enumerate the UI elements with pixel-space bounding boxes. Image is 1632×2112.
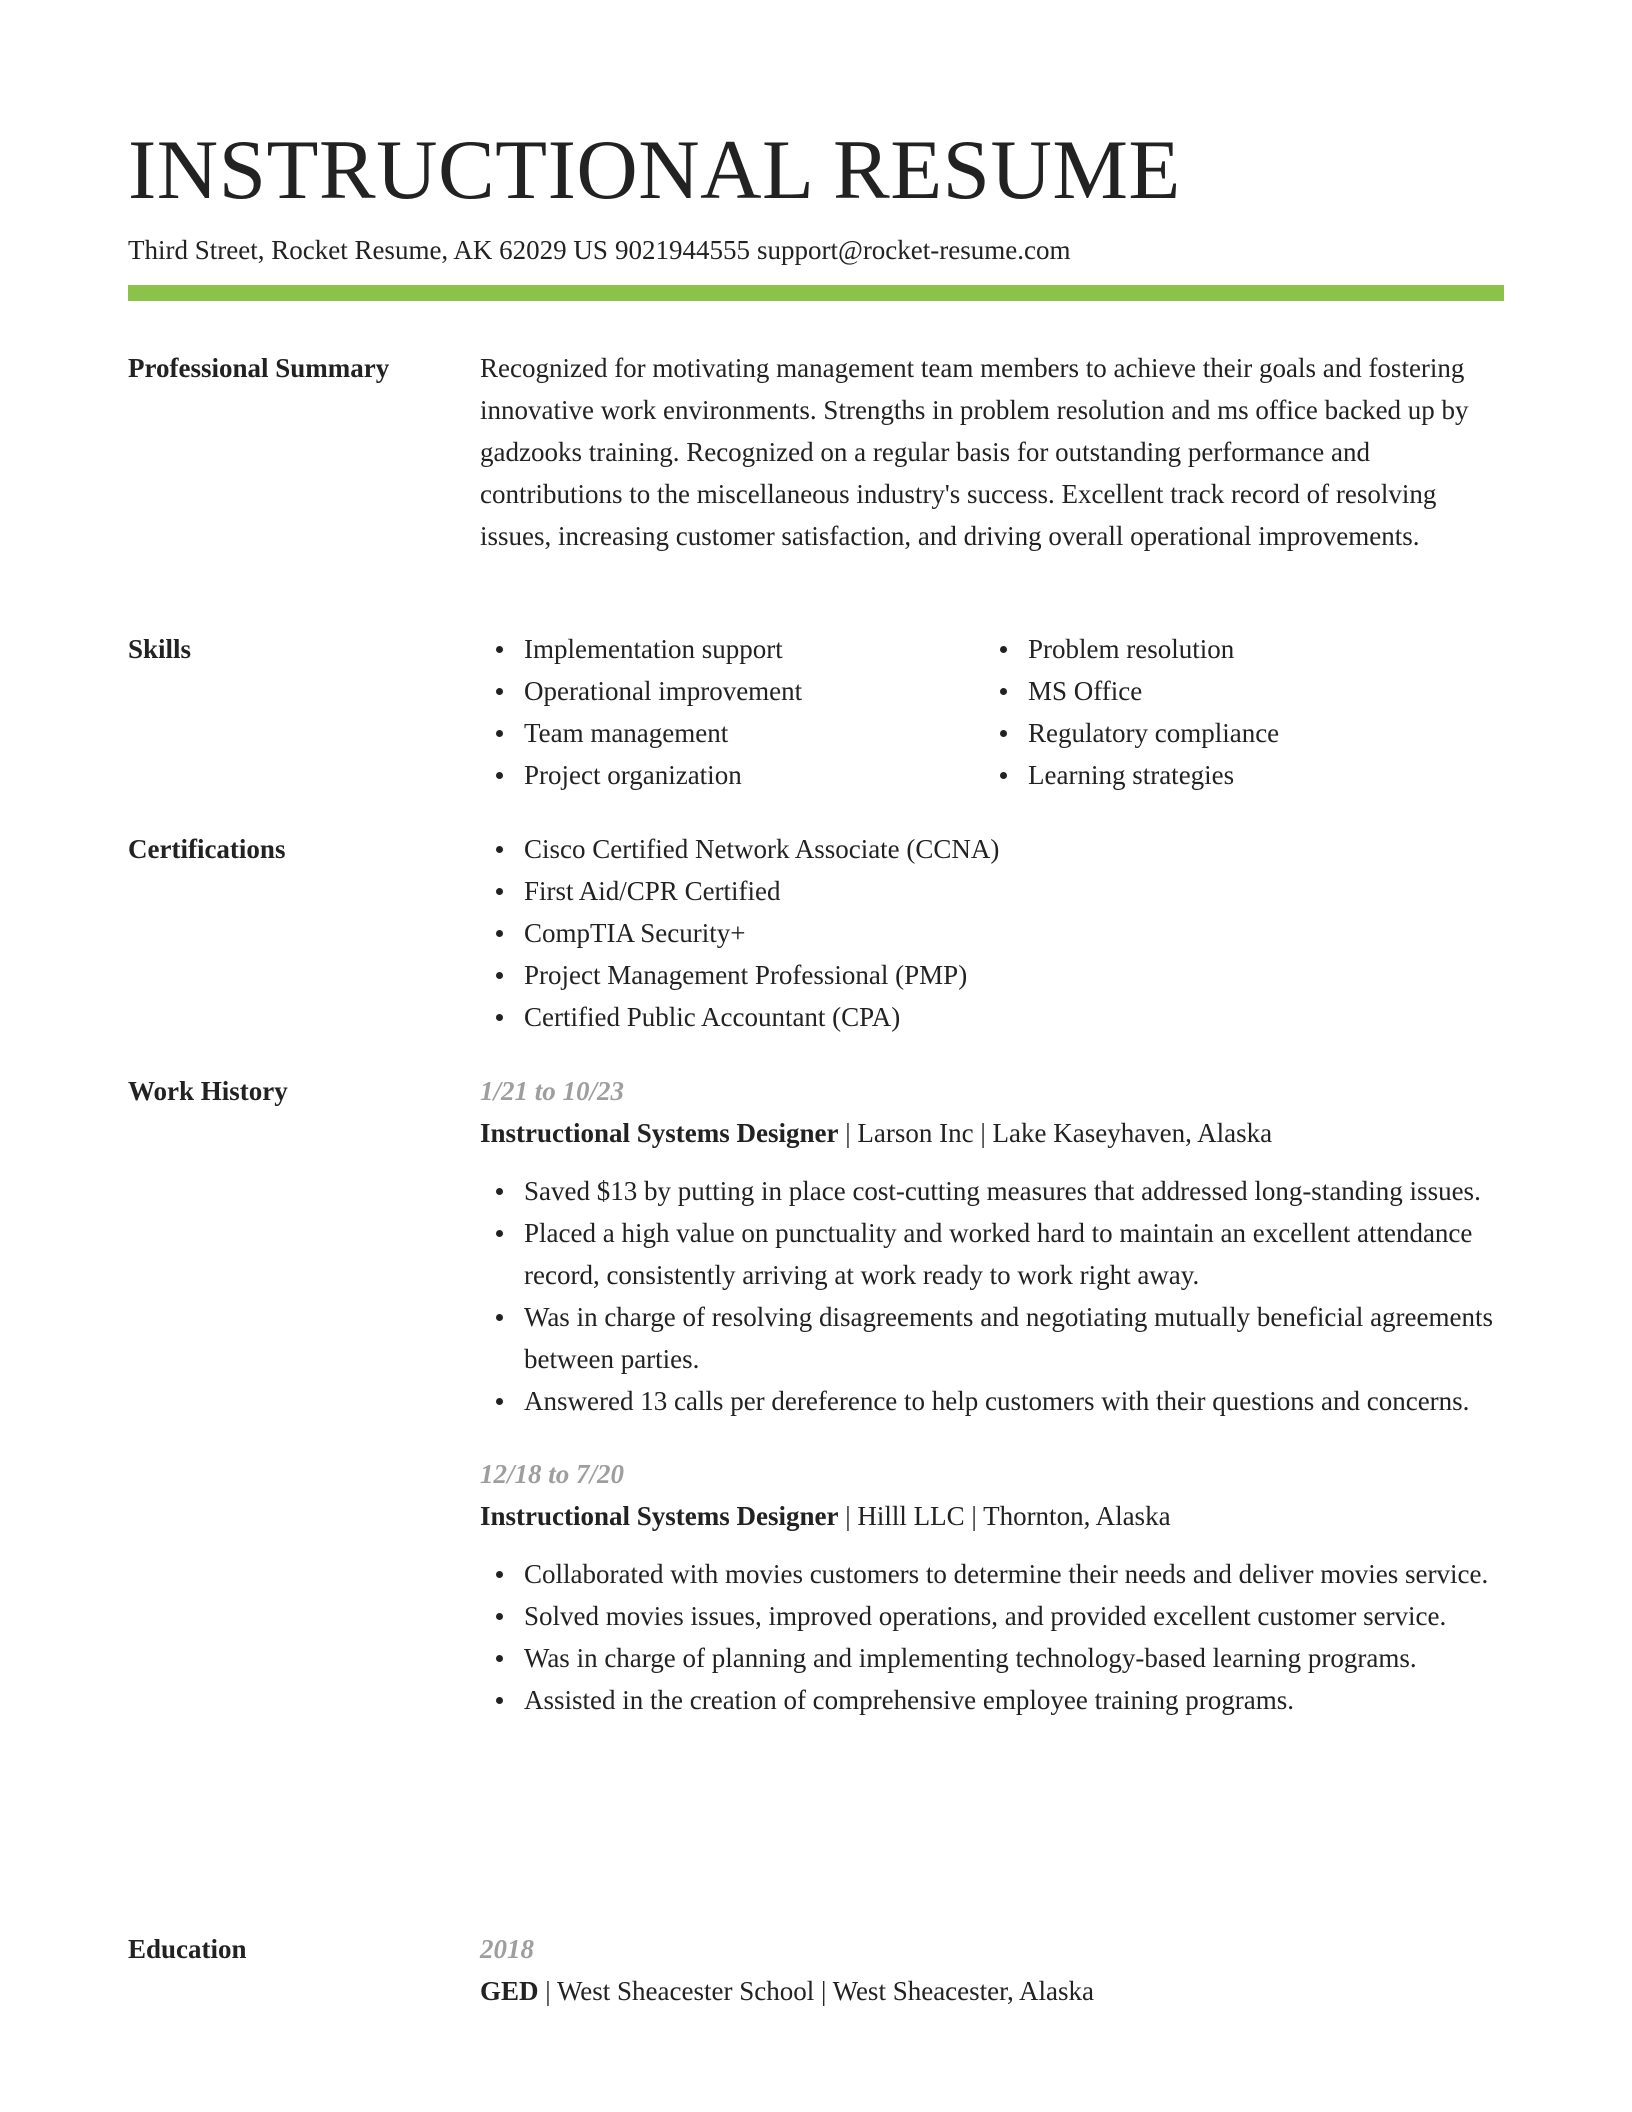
contact-phone: 9021944555 bbox=[614, 235, 750, 265]
job-entry bbox=[480, 1453, 1504, 1721]
job-location: Thornton, Alaska bbox=[983, 1501, 1171, 1531]
summary-heading: Professional Summary bbox=[128, 353, 390, 383]
job-bullets bbox=[480, 1553, 1504, 1721]
job-bullet: Saved $13 by putting in place cost-cutting measures that addressed long-standing issues. bbox=[524, 1170, 1504, 1212]
header-divider bbox=[128, 285, 1504, 301]
job-bullet: Collaborated with movies customers to determine their needs and deliver movies service. bbox=[524, 1553, 1504, 1595]
education-heading: Education bbox=[128, 1934, 247, 1964]
education-body bbox=[480, 1928, 1504, 2012]
certifications-body bbox=[480, 828, 1504, 1038]
contact-address: Third Street, Rocket Resume, AK 62029 US bbox=[128, 235, 608, 265]
job-title-line bbox=[480, 1112, 1504, 1154]
skill-item: Project organization bbox=[524, 754, 1028, 796]
separator: | bbox=[820, 1976, 827, 2006]
separator: | bbox=[845, 1118, 851, 1148]
certification-item: Cisco Certified Network Associate (CCNA) bbox=[524, 828, 1504, 870]
skill-item: Learning strategies bbox=[1028, 754, 1532, 796]
job-bullet: Was in charge of resolving disagreements and negotiating mutually beneficial agreements between parties. bbox=[524, 1296, 1504, 1380]
certifications-heading: Certifications bbox=[128, 834, 286, 864]
certification-item: Certified Public Accountant (CPA) bbox=[524, 996, 1504, 1038]
job-dates: 1/21 to 10/23 bbox=[480, 1076, 625, 1106]
job-role: Instructional Systems Designer bbox=[480, 1118, 839, 1148]
skills-body bbox=[480, 628, 1504, 796]
summary-text: Recognized for motivating management team members to achieve their goals and fostering innovative work environments. Strengths in problem resolution and ms office backed up by gadzooks training. Recognized on a regular basis for outstanding performance and contributions to the miscellaneous industry's success. Excellent track record of resolving issues, increasing customer satisfaction, and driving overall operational improvements. bbox=[480, 353, 1469, 551]
contact-line bbox=[128, 230, 1077, 270]
certification-item: First Aid/CPR Certified bbox=[524, 870, 1504, 912]
job-role: Instructional Systems Designer bbox=[480, 1501, 839, 1531]
summary-body bbox=[480, 347, 1504, 557]
certifications-list bbox=[480, 828, 1504, 1038]
job-bullet: Was in charge of planning and implementing technology-based learning programs. bbox=[524, 1637, 1504, 1679]
job-bullets bbox=[480, 1170, 1504, 1422]
education-line bbox=[480, 1970, 1504, 2012]
education-year: 2018 bbox=[480, 1934, 534, 1964]
job-bullet: Assisted in the creation of comprehensive employee training programs. bbox=[524, 1679, 1504, 1721]
skill-item: Implementation support bbox=[524, 628, 1028, 670]
education-location: West Sheacester, Alaska bbox=[832, 1976, 1095, 2006]
skill-item: Regulatory compliance bbox=[1028, 712, 1532, 754]
work-history-body bbox=[480, 1070, 1504, 1721]
education-school: West Sheacester School bbox=[556, 1976, 815, 2006]
separator: | bbox=[980, 1118, 986, 1148]
job-bullet: Solved movies issues, improved operations, and provided excellent customer service. bbox=[524, 1595, 1504, 1637]
work-history-heading: Work History bbox=[128, 1076, 288, 1106]
job-company: Larson Inc bbox=[857, 1118, 974, 1148]
job-bullet: Answered 13 calls per dereference to help customers with their questions and concerns. bbox=[524, 1380, 1504, 1422]
skill-item: Problem resolution bbox=[1028, 628, 1532, 670]
job-title-line bbox=[480, 1495, 1504, 1537]
job-dates: 12/18 to 7/20 bbox=[480, 1459, 625, 1489]
education-degree: GED bbox=[480, 1976, 539, 2006]
skills-list bbox=[480, 628, 1504, 796]
job-entry bbox=[480, 1070, 1504, 1422]
certification-item: Project Management Professional (PMP) bbox=[524, 954, 1504, 996]
certification-item: CompTIA Security+ bbox=[524, 912, 1504, 954]
contact-email: support@rocket-resume.com bbox=[756, 235, 1071, 265]
job-company: Hilll LLC bbox=[857, 1501, 965, 1531]
skill-item: Team management bbox=[524, 712, 1028, 754]
skill-item: Operational improvement bbox=[524, 670, 1028, 712]
resume-title: INSTRUCTIONAL RESUME bbox=[128, 123, 1181, 217]
skills-heading: Skills bbox=[128, 634, 192, 664]
job-location: Lake Kaseyhaven, Alaska bbox=[992, 1118, 1273, 1148]
job-bullet: Placed a high value on punctuality and worked hard to maintain an excellent attendance record, consistently arriving at work ready to work right away. bbox=[524, 1212, 1504, 1296]
skill-item: MS Office bbox=[1028, 670, 1532, 712]
separator: | bbox=[845, 1501, 851, 1531]
separator: | bbox=[545, 1976, 551, 2006]
separator: | bbox=[971, 1501, 977, 1531]
